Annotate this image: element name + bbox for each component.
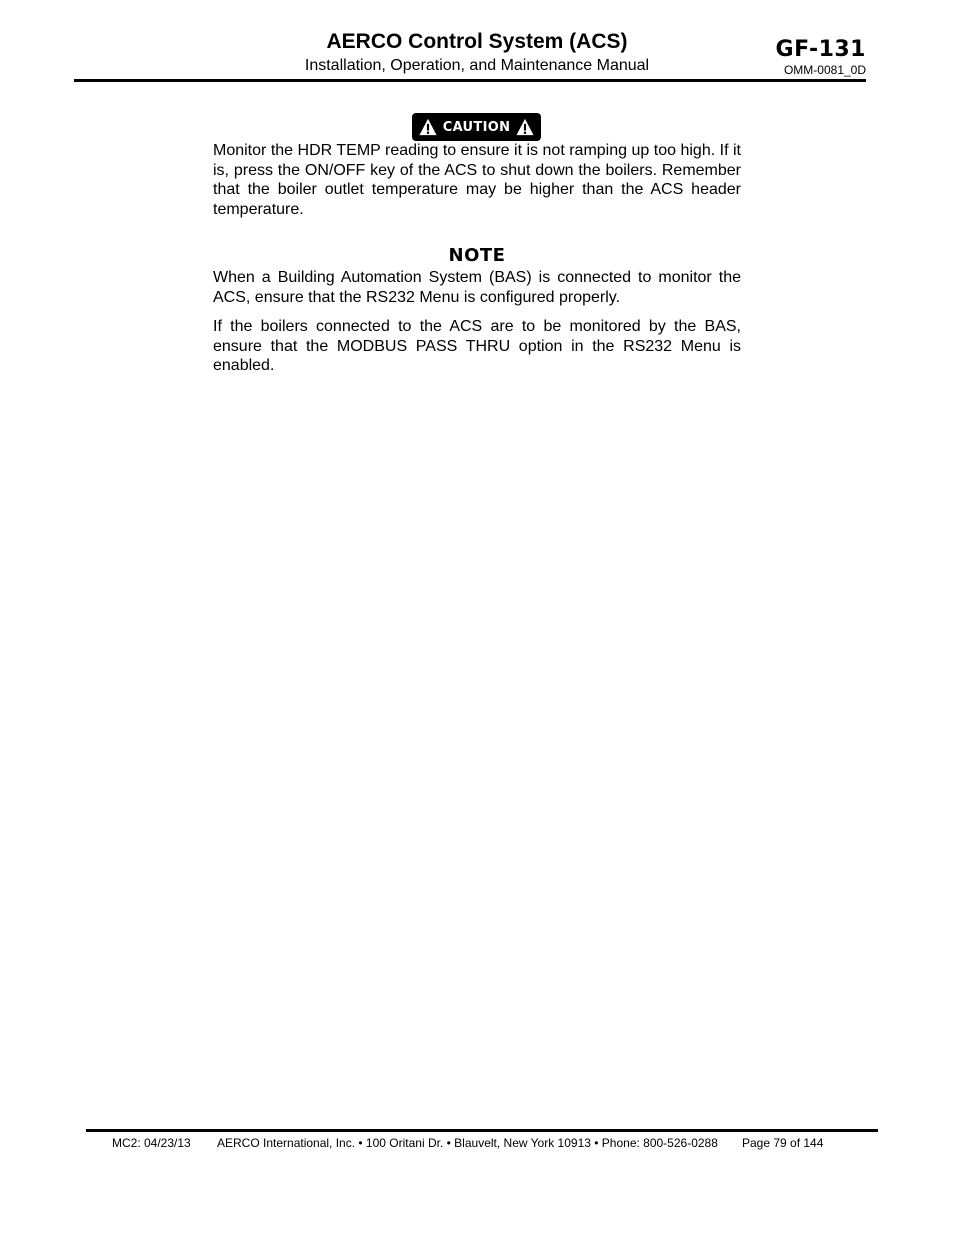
caution-label: CAUTION <box>442 119 511 135</box>
footer-divider <box>86 1129 878 1132</box>
caution-badge <box>412 113 541 141</box>
warning-triangle-icon <box>516 118 534 136</box>
note-heading: NOTE <box>448 245 506 266</box>
warning-triangle-icon <box>419 118 437 136</box>
document-subtitle: Installation, Operation, and Maintenance Manual <box>304 57 650 74</box>
footer-page-number: Page 79 of 144 <box>742 1136 824 1150</box>
header-divider <box>74 79 866 82</box>
document-code: GF-131 <box>775 37 866 62</box>
document-title: AERCO Control System (ACS) <box>326 30 628 53</box>
document-number: OMM-0081_0D <box>783 63 866 77</box>
footer-company-info: AERCO International, Inc. • 100 Oritani Dr. • Blauvelt, New York 10913 • Phone: 800-526-0288 <box>217 1136 718 1150</box>
note-paragraph: If the boilers connected to the ACS are to be monitored by the BAS, ensure that the MODBUS PASS THRU option in the RS232 Menu is enabled. <box>213 318 741 375</box>
caution-text: Monitor the HDR TEMP reading to ensure it is not ramping up too high. If it is, press the ON/OFF key of the ACS to shut down the boilers. Remember that the boiler outlet temperature may be higher than the ACS header temperature. <box>213 142 741 219</box>
note-paragraph: When a Building Automation System (BAS) is connected to monitor the ACS, ensure that the RS232 Menu is configured properly. <box>213 269 741 306</box>
footer-revision: MC2: 04/23/13 <box>112 1136 191 1150</box>
